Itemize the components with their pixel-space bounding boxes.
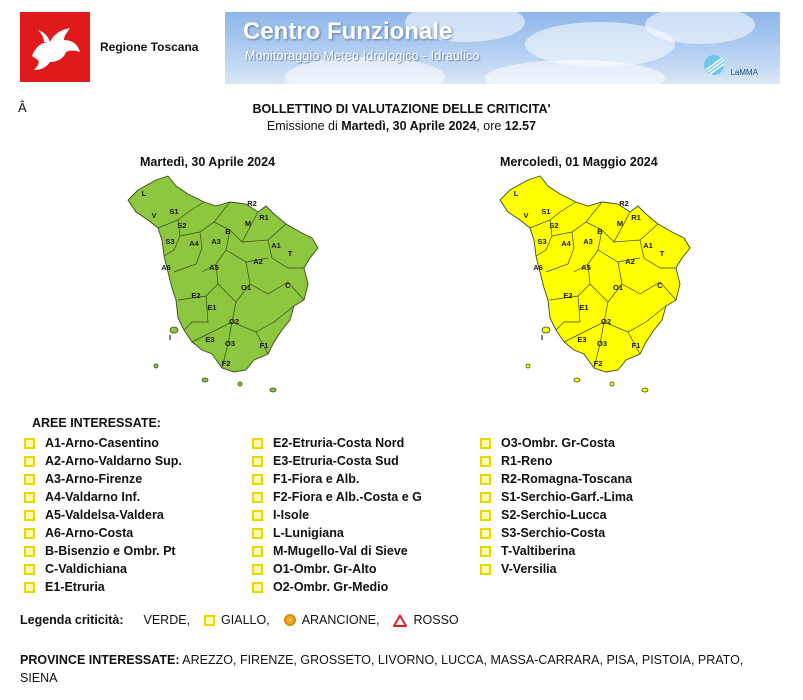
yellow-square-icon [24, 564, 35, 575]
area-item [24, 578, 182, 596]
yellow-square-icon [24, 528, 35, 539]
zone-label: S3 [537, 237, 547, 246]
zone-label: M [616, 219, 624, 228]
zone-label: M [244, 219, 252, 228]
arancione-circle-icon [284, 614, 296, 626]
island-shape [526, 364, 530, 368]
map-date-day1: Martedì, 30 Aprile 2024 [140, 155, 276, 169]
yellow-square-icon [252, 510, 263, 521]
island-shape [642, 388, 648, 392]
area-label: A2-Arno-Valdarno Sup. [45, 454, 182, 468]
area-item [252, 488, 422, 506]
legend-arancione [278, 613, 380, 627]
yellow-square-icon [480, 528, 491, 539]
zone-label: A5 [581, 263, 591, 272]
zone-label: L [141, 189, 147, 198]
area-label: E1-Etruria [45, 580, 105, 594]
zone-label: F1 [631, 341, 641, 350]
legend-giallo-text: GIALLO, [221, 613, 270, 627]
island-shape [574, 378, 580, 382]
tuscany-map-day1 [118, 172, 328, 398]
zone-label: I [168, 333, 172, 342]
area-item [252, 434, 422, 452]
rosso-triangle-icon [393, 614, 407, 627]
zone-label: O3 [596, 339, 608, 348]
area-item [252, 542, 422, 560]
area-label: A5-Valdelsa-Valdera [45, 508, 164, 522]
area-label: T-Valtiberina [501, 544, 576, 558]
area-label: A1-Arno-Casentino [45, 436, 159, 450]
legend-label: Legenda criticità: [20, 613, 124, 627]
emission-time-prefix: , ore [476, 119, 505, 133]
zone-label: O2 [600, 317, 612, 326]
area-label: O2-Ombr. Gr-Medio [273, 580, 389, 594]
map-date-day2: Mercoledì, 01 Maggio 2024 [500, 155, 658, 169]
zone-label: B [225, 227, 231, 236]
areas-column-1 [24, 434, 182, 596]
area-label: S1-Serchio-Garf.-Lima [501, 490, 633, 504]
yellow-square-icon [480, 492, 491, 503]
area-item [24, 488, 182, 506]
yellow-square-icon [24, 456, 35, 467]
area-item [252, 506, 422, 524]
area-item [480, 488, 633, 506]
zone-label: L [513, 189, 519, 198]
bulletin-title: BOLLETTINO DI VALUTAZIONE DELLE CRITICITA' [252, 102, 551, 116]
yellow-square-icon [252, 564, 263, 575]
area-label: A4-Valdarno Inf. [45, 490, 141, 504]
area-item [480, 542, 633, 560]
yellow-square-icon [252, 438, 263, 449]
yellow-square-icon [252, 582, 263, 593]
yellow-square-icon [24, 546, 35, 557]
yellow-square-icon [24, 474, 35, 485]
yellow-square-icon [480, 438, 491, 449]
yellow-square-icon [252, 474, 263, 485]
area-item [252, 470, 422, 488]
island-shape [542, 327, 550, 333]
area-item [480, 506, 633, 524]
island-shape [170, 327, 178, 333]
centro-funzionale-banner [225, 12, 780, 84]
zone-label: I [540, 333, 544, 342]
area-label: F2-Fiora e Alb.-Costa e G [273, 490, 422, 504]
provinces-label: PROVINCE INTERESSATE: [20, 653, 180, 667]
zone-label: A2 [625, 257, 635, 266]
zone-label: S1 [541, 207, 551, 216]
area-label: V-Versilia [501, 562, 557, 576]
area-item [24, 434, 182, 452]
zone-label: A4 [561, 239, 571, 248]
tuscany-region-shape [500, 176, 690, 372]
area-label: L-Lunigiana [273, 526, 344, 540]
area-label: R2-Romagna-Toscana [501, 472, 633, 486]
zone-label: E1 [207, 303, 217, 312]
zone-label: A1 [271, 241, 281, 250]
area-item [24, 470, 182, 488]
yellow-square-icon [480, 456, 491, 467]
yellow-square-icon [480, 546, 491, 557]
area-label: A6-Arno-Costa [45, 526, 134, 540]
yellow-square-icon [252, 456, 263, 467]
zone-label: R2 [247, 199, 257, 208]
zone-label: A2 [253, 257, 263, 266]
zone-label: A6 [533, 263, 543, 272]
zone-label: F2 [593, 359, 603, 368]
area-item [480, 524, 633, 542]
area-label: I-Isole [273, 508, 310, 522]
zone-label: F1 [259, 341, 269, 350]
area-label: R1-Reno [501, 454, 553, 468]
zone-label: S1 [169, 207, 179, 216]
area-item [24, 524, 182, 542]
zone-label: E3 [205, 335, 215, 344]
area-label: E3-Etruria-Costa Sud [273, 454, 399, 468]
emission-line [0, 119, 803, 133]
island-shape [270, 388, 276, 392]
zone-label: A4 [189, 239, 199, 248]
areas-title: AREE INTERESSATE: [32, 416, 161, 430]
zone-label: S2 [177, 221, 187, 230]
legend-rosso-text: ROSSO [413, 613, 459, 627]
zone-label: C [285, 281, 291, 290]
zone-label: T [287, 249, 293, 258]
area-item [24, 542, 182, 560]
provinces-line [20, 651, 780, 687]
zone-label: A5 [209, 263, 219, 272]
legend [20, 613, 467, 627]
zone-label: T [659, 249, 665, 258]
island-shape [610, 382, 614, 386]
area-item [480, 452, 633, 470]
legend-rosso [387, 613, 458, 627]
area-label: S2-Serchio-Lucca [501, 508, 607, 522]
area-label: C-Valdichiana [45, 562, 127, 576]
area-label: B-Bisenzio e Ombr. Pt [45, 544, 176, 558]
area-label: O1-Ombr. Gr-Alto [273, 562, 377, 576]
lamma-logo-text: LaMMA [730, 68, 758, 77]
areas-column-2 [252, 434, 422, 596]
yellow-square-icon [252, 546, 263, 557]
area-label: O3-Ombr. Gr-Costa [501, 436, 615, 450]
area-item [480, 560, 633, 578]
zone-label: E2 [191, 291, 201, 300]
areas-column-3 [480, 434, 633, 578]
zone-label: A3 [211, 237, 221, 246]
provinces-list: AREZZO, FIRENZE, GROSSETO, LIVORNO, LUCCA, MASSA-CARRARA, PISA, PISTOIA, PRATO, SIENA [20, 653, 744, 685]
banner-title: Centro Funzionale [243, 18, 453, 45]
yellow-square-icon [252, 492, 263, 503]
emission-date: Martedì, 30 Aprile 2024 [341, 119, 477, 133]
tuscany-region-shape [128, 176, 318, 372]
zone-label: F2 [221, 359, 231, 368]
yellow-square-icon [252, 528, 263, 539]
yellow-square-icon [24, 438, 35, 449]
zone-label: E3 [577, 335, 587, 344]
zone-label: C [657, 281, 663, 290]
emission-time: 12.57 [504, 119, 537, 133]
zone-label: V [523, 211, 529, 220]
zone-label: A3 [583, 237, 593, 246]
area-label: F1-Fiora e Alb. [273, 472, 360, 486]
zone-label: A6 [161, 263, 171, 272]
yellow-square-icon [480, 510, 491, 521]
yellow-square-icon [24, 492, 35, 503]
area-label: M-Mugello-Val di Sieve [273, 544, 408, 558]
zone-label: B [597, 227, 603, 236]
yellow-square-icon [24, 510, 35, 521]
zone-label: V [151, 211, 157, 220]
emission-prefix: Emissione di [266, 119, 342, 133]
area-item [24, 452, 182, 470]
island-shape [154, 364, 158, 368]
zone-label: R1 [259, 213, 269, 222]
area-item [252, 578, 422, 596]
area-item [252, 560, 422, 578]
zone-label: O1 [240, 283, 252, 292]
zone-label: O3 [224, 339, 236, 348]
tuscany-map-day2 [490, 172, 700, 398]
region-name: Regione Toscana [100, 40, 199, 54]
zone-label: E1 [579, 303, 589, 312]
area-label: E2-Etruria-Costa Nord [273, 436, 405, 450]
stray-character: Â [18, 100, 27, 115]
area-item [252, 524, 422, 542]
legend-arancione-text: ARANCIONE, [301, 613, 380, 627]
area-item [24, 560, 182, 578]
banner-subtitle: Monitoraggio Meteo Idrologico - Idraulico [245, 49, 480, 63]
area-item [480, 434, 633, 452]
area-item [252, 452, 422, 470]
island-shape [238, 382, 242, 386]
area-item [24, 506, 182, 524]
zone-label: E2 [563, 291, 573, 300]
regione-toscana-logo [20, 12, 90, 82]
zone-label: S3 [165, 237, 175, 246]
zone-label: R2 [619, 199, 629, 208]
yellow-square-icon [480, 564, 491, 575]
zone-label: R1 [631, 213, 641, 222]
giallo-square-icon [204, 615, 215, 626]
island-shape [202, 378, 208, 382]
legend-verde-text: VERDE, [143, 613, 191, 627]
zone-label: S2 [549, 221, 559, 230]
area-item [480, 470, 633, 488]
yellow-square-icon [24, 582, 35, 593]
zone-label: A1 [643, 241, 653, 250]
legend-giallo [198, 613, 270, 627]
zone-label: O1 [612, 283, 624, 292]
area-label: S3-Serchio-Costa [501, 526, 606, 540]
area-label: A3-Arno-Firenze [45, 472, 143, 486]
legend-verde [144, 613, 191, 627]
yellow-square-icon [480, 474, 491, 485]
zone-label: O2 [228, 317, 240, 326]
